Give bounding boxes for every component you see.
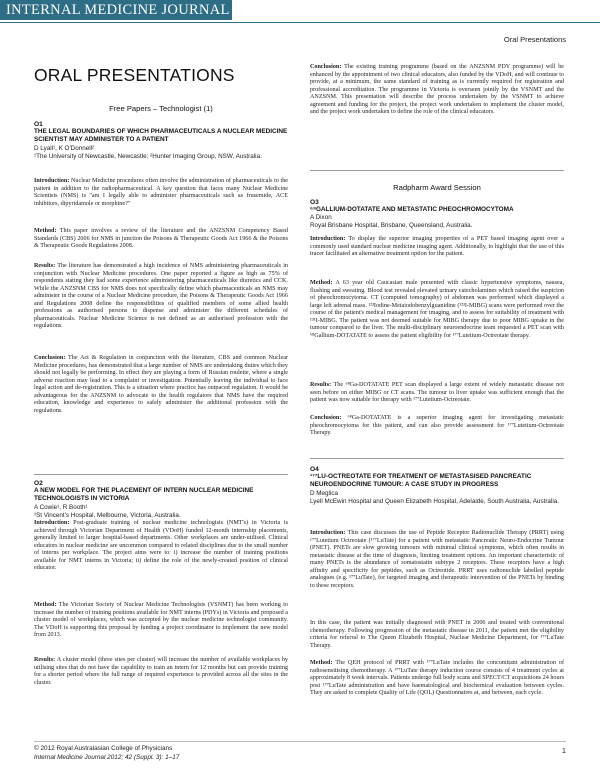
abstract-title: ¹⁷⁷LU-OCTREOTATE FOR TREATMENT OF METASTASISED PANCREATIC NEUROENDOCRINE TUMOUR: A CASE STUDY IN PROGRESS	[310, 473, 532, 489]
intro-text-2: In this case, the patient was initially diagnosed with PNET in 2006 and treated with conventional chemotherapy. Following progression of the metastatic disease in 2011, the patient met the eligibility criteria for referral to The Queen Elizabeth Hospital, Nuclear Medicine Department, for ¹⁷⁷LuTate Therapy.	[310, 620, 564, 649]
o1-results	[34, 263, 288, 331]
method-text: The Victorian Society of Nuclear Medicine Technologists (VSNMT) has been working to increase the number of training positions available for NMT interns (PDYs) in Victoria and proposed a cluster model of workplaces, which was accepted by the nuclear medicine technologist community. The VDoH is supporting this proposal by funding a project coordinator to implement the new model from 2013.	[34, 602, 288, 639]
abstract-affiliation: ¹St Vincent's Hospital, Melbourne, Victoria, Australia.	[34, 511, 181, 519]
abstract-divider	[310, 458, 564, 459]
o2-results	[34, 657, 288, 687]
o2-conclusion	[310, 64, 564, 117]
o4-introduction	[310, 530, 564, 590]
abstract-divider	[310, 170, 564, 171]
method-text: This paper involves a review of the literature and the ANZSNM Competency Based Standards (CBS) 2006 for NMS in junction the Poisons & Therapeutic Goods Act 1966 & the Poisons & Therapeutic Goods Regulations 2008.	[34, 228, 288, 250]
o1-introduction	[34, 178, 288, 208]
results-text: The ⁶⁸Ga-DOTATATE PET scan displayed a large extent of widely metastatic disease not seen before on either MIBG or CT scans. The tumour to liver uptake was sufficient enough that the patient was now suitable for therapy with ¹⁷⁷Lutetium-Octreotate.	[310, 382, 564, 404]
conclusion-label: Conclusion:	[34, 355, 66, 361]
section-label: Oral Presentations	[503, 35, 566, 44]
intro-text: This case discusses the use of Peptide Receptor Radionuclide Therapy (PRRT) using ¹⁷⁷Lutetium Octreotate (¹⁷⁷LuTate) for a patient with metastatic Pancreatic Neuro-Endocrine Tumour (PNET). PNETs are slow growing tumours with minimal clinical symptoms, which often results in metastatic disease at the time of diagnosis, limiting treatment options. An important characteristic of many PNETs is the abundance of somatostatin subtype 2 receptors. These receptors have a high affinity and specificity for peptides, such as Octreotide. PRRT uses radionuclide labelled peptide analogues (e.g. ¹⁷⁷LuTate), for targeted imaging and therapeutic intervention of the PNETs by binding to these receptors.	[310, 530, 564, 589]
conclusion-text: ⁶⁸Ga-DOTATATE is a superior imaging agent for investigating metastatic pheochromocytoma for this patient, and can also provide assessment for ¹⁷⁷Lutetium-Octreotate Therapy.	[310, 415, 564, 437]
conclusion-label: Conclusion:	[310, 64, 342, 70]
intro-label: Introduction:	[310, 530, 346, 536]
method-label: Method:	[34, 602, 57, 608]
intro-label: Introduction:	[34, 178, 70, 184]
abstract-title: ⁶⁸GALLIUM-DOTATATE AND METASTATIC PHEOCHROMOCYTOMA	[310, 206, 514, 213]
results-text: A cluster model (three sites per cluster) will increase the number of available workplaces by utilising sites that do not have the capability to train an intern for 12 months but can provide training for a shorter period where the full range of required experience is provided across all the sites in the cluster.	[34, 657, 288, 686]
o4-introduction-continued	[310, 620, 564, 650]
conclusion-text: The Act & Regulation in conjunction with the literature, CBS and common Nuclear Medicine procedures, has demonstrated that a large number of NMS are undertaking duties which they should not legally be performing. In effect they are playing a form of Russian roulette, where a single adverse reaction may lead to a complaint or investigation. Potentially leaving the individual to face legal action and de-registration. This is a situation where practice has outpaced regulation. It would be advantageous for the ANZSNM to advocate to the health regulators that NMS have the required education, knowledge and experience to safely administer the additional profession with the regulations.	[34, 355, 288, 414]
abstract-id: O2	[34, 480, 43, 487]
conclusion-label: Conclusion:	[310, 415, 342, 421]
abstract-authors: D Meglica	[310, 489, 338, 497]
method-label: Method:	[310, 660, 333, 666]
abstract-title: THE LEGAL BOUNDARIES OF WHICH PHARMACEUTICALS A NUCLEAR MEDICINE SCIENTIST MAY ADMINISTER TO A PATIENT	[34, 128, 288, 144]
o3-introduction	[310, 236, 564, 259]
abstract-o1	[34, 121, 288, 161]
abstract-id: O3	[310, 199, 319, 206]
method-label: Method:	[310, 280, 333, 286]
o3-conclusion	[310, 415, 564, 438]
intro-label: Introduction:	[310, 236, 346, 242]
abstract-affiliation: Royal Brisbane Hospital, Brisbane, Queensland, Australia.	[310, 222, 473, 230]
footer-copyright: © 2012 Royal Australasian College of Physicians	[34, 745, 173, 752]
results-label: Results:	[34, 263, 56, 269]
session-title: Free Papers – Technologist (1)	[109, 104, 213, 113]
abstract-id: O4	[310, 466, 319, 473]
intro-text: Nuclear Medicine procedures often involve the administration of pharmaceuticals to the patient in addition to the radiopharmaceutical. A key question that faces many Nuclear Medicine Scientists (NMS) is "am I legally able to administer pharmaceuticals such as frusemide, ACE inhibitors, dipyridamole or morphine?"	[34, 178, 288, 207]
intro-text: To display the superior imaging properties of a PET based imaging agent over a commonly used standard nuclear medicine imaging agent. Additionally, to highlight that the use of this tracer facilitated an alternative treatment option for the patient.	[310, 236, 564, 258]
results-label: Results:	[310, 382, 332, 388]
page-number: 1	[561, 746, 566, 755]
abstract-affiliation: Lyell McEwin Hospital and Queen Elizabeth Hospital, Adelaide, South Australia, Australia.	[310, 497, 559, 505]
o4-method	[310, 660, 564, 698]
conclusion-text: The existing training programme (based on the ANZSNM PDY programme) will be enhanced by the appointment of two clinical educators, also funded by the VDoH, and will continue to provide, at a minimum, the same standard of training as is currently required for registration and professional accreditation. The programme in Victoria is overseen jointly by the VSNMT and the ANZSNM. This presentation will describe the process undertaken by the VSNMT to achieve agreement and funding for the project, the project work undertaken to implement the cluster model, and the project work undertaken to define the role of the clinical educators.	[310, 64, 564, 116]
method-text: A 63 year old Caucasian male presented with classic hypertensive symptoms, nausea, flushing and sweating. Blood test revealed elevated urinary catecholamines which raised the suspicion of pheochromocytoma. CT (computed tomography) of abdomen was performed which displayed a large left adrenal mass. ¹²³Iodine-Metaiodobenzylguanidine (¹²³I-MIBG) scans were performed over the course of the patient's medical management for imaging, and to assess for suitability of treatment with ¹³¹I-MIBG. The patient was not deemed suitable for MIBG therapy due to poor MIBG uptake in the tumour compared to the liver. The multi-disciplinary neuroendocrine team requested a PET scan with ⁶⁸Gallium-DOTATATE to assess the patient eligibility for ¹⁷⁷Lutetium-Octreotate therapy.	[310, 280, 565, 339]
abstract-affiliation: ¹The University of Newcastle, Newcastle; ²Hunter Imaging Group, NSW, Australia.	[34, 152, 262, 160]
abstract-id: O1	[34, 121, 43, 128]
abstract-title: A NEW MODEL FOR THE PLACEMENT OF INTERN NUCLEAR MEDICINE TECHNOLOGISTS IN VICTORIA	[34, 487, 254, 503]
abstract-authors: D Lyall¹, K O'Donnell²	[34, 144, 95, 152]
o1-method	[34, 228, 288, 251]
o3-results	[310, 382, 564, 405]
abstract-authors: A Dixon	[310, 214, 332, 222]
header-rule	[0, 22, 600, 23]
session-title: Radpharm Award Session	[393, 183, 481, 192]
o3-method	[310, 280, 564, 340]
method-label: Method:	[34, 228, 57, 234]
intro-label: Introduction:	[34, 520, 70, 526]
footer-citation: Internal Medicine Journal 2012; 42 (Suppl. 3): 1–17	[34, 754, 180, 761]
footer-rule	[34, 741, 566, 742]
abstract-divider	[34, 474, 288, 475]
abstract-o2	[34, 480, 288, 520]
journal-title: INTERNAL MEDICINE JOURNAL	[6, 2, 230, 18]
abstract-authors: A Cowie¹, R Booth¹	[34, 503, 88, 511]
method-text: The QEH protocol of PRRT with ¹⁷⁷LuTate includes the concomitant administration of radiosensitising chemotherapy. A ¹⁷⁷LuTate therapy induction course consists of 4 treatment cycles at approximately 8 week intervals. Patients undergo full body scans and SPECT/CT acquisitions 24 hours post ¹⁷⁷LuTate administration and have haematological and biochemical evaluation between cycles. They are asked to complete Quality of Life (QOL) Questionnaires at, and between, each cycle.	[310, 660, 564, 697]
results-label: Results:	[34, 657, 56, 663]
page-title: ORAL PRESENTATIONS	[34, 65, 235, 85]
journal-header-bar	[0, 0, 232, 20]
abstract-o4	[310, 466, 564, 506]
o2-introduction	[34, 520, 288, 573]
o2-method	[34, 602, 288, 640]
abstract-o3	[310, 199, 564, 230]
intro-text: Post-graduate training of nuclear medicine technologists (NMT's) in Victoria is achieved through Victorian Department of Health (VDoH) funded 12-month internship placements, generally limited to larger hospital-based departments. Other workplaces are under-utilised. Clinical educators in nuclear medicine are uncommon compared to related disciplines due to the small number of interns per workplace. The project aims were to: i) increase the number of training positions available for NMT interns in Victoria; ii) define the role of the newly-created position of clinical educator.	[34, 520, 288, 572]
o1-conclusion	[34, 355, 288, 415]
results-text: The literature has demonstrated a high incidence of NMS administering pharmaceuticals in conjunction with Nuclear Medicine procedures. One paper reported a figure as high as 75% of respondents stating they had some experience administering pharmaceuticals like diuretics and CCK. While the ANZSNM CBS for NMS does not specifically define which pharmaceuticals an NMS may administer in the course of a Nuclear Medicine procedure, the Poisons & Therapeutic Goods Act 1966 and Regulations 2008 define the responsibilities of qualified members of some allied health professions as authorised persons to dispense and administer the different schedules of pharmaceuticals. Nuclear Medicine Science is not defined as an authorised profession with the regulations.	[34, 263, 288, 330]
